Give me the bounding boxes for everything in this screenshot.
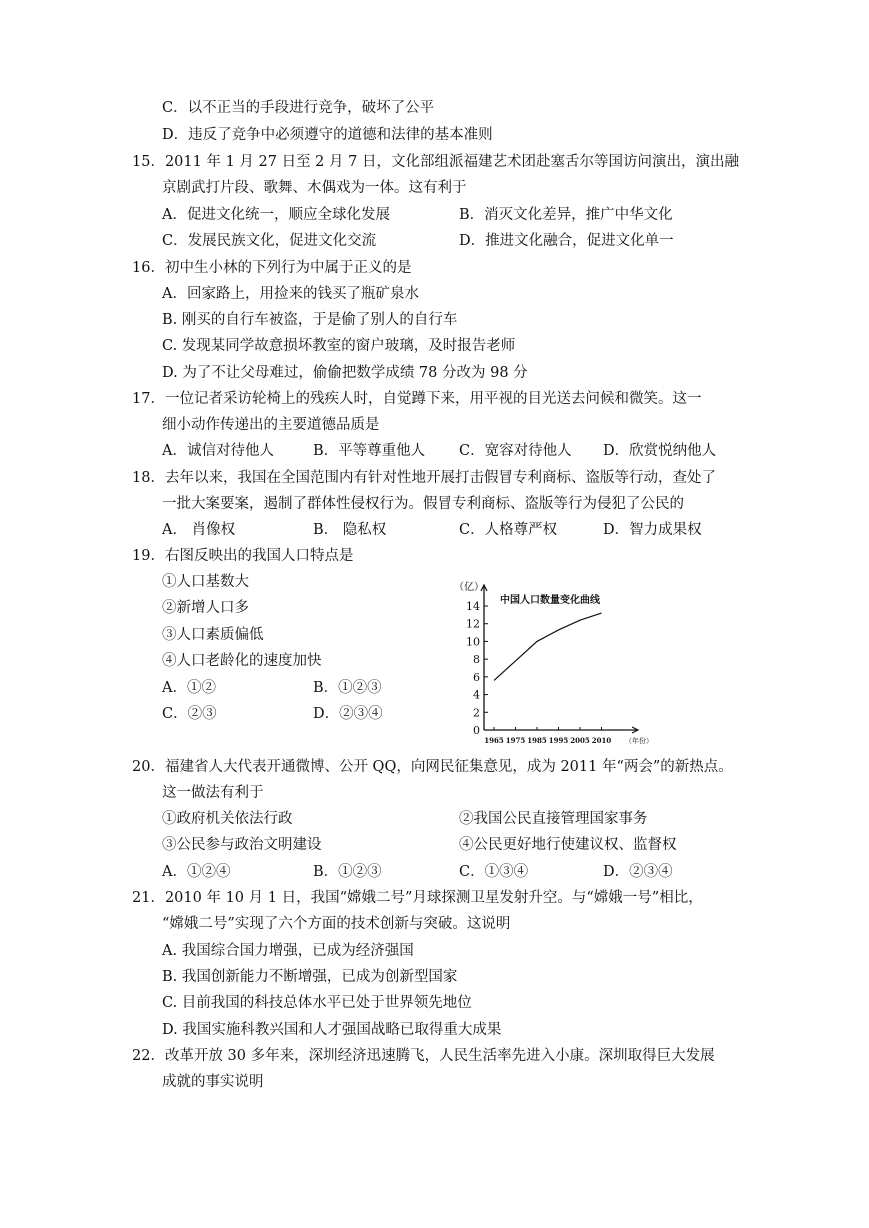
- option-q20r2-0: ③公民参与政治文明建设: [162, 837, 322, 853]
- x-tick-label-0: 1965: [484, 736, 504, 745]
- option-q18r-2: C．人格尊严权: [459, 522, 558, 538]
- option-q18r-1: B． 隐私权: [313, 522, 387, 538]
- text-line-q21a: A. 我国综合国力增强，已成为经济强国: [162, 943, 414, 959]
- option-q20r1-0: ①政府机关依法行政: [162, 811, 293, 827]
- x-tick-label-5: 2010: [591, 736, 612, 745]
- text-line-q19s3: ③人口素质偏低: [162, 627, 264, 643]
- x-tick-label-3: 1995: [548, 736, 569, 745]
- text-line-q21: 21．2010 年 10 月 1 日，我国“嫦娥二号”月球探测卫星发射升空。与“嫦娥一号”相比，: [132, 890, 703, 906]
- option-q20r3-0: A．①②④: [162, 864, 231, 880]
- text-line-q16a: A．回家路上，用捡来的钱买了瓶矿泉水: [162, 286, 419, 302]
- text-line-q16c: C. 发现某同学故意损坏教室的窗户玻璃，及时报告老师: [162, 338, 516, 354]
- text-line-q21d: D. 我国实施科教兴国和人才强国战略已取得重大成果: [162, 1022, 502, 1038]
- option-q19r2-1: D．②③④: [313, 706, 383, 722]
- text-line-q21bb: B. 我国创新能力不断增强，已成为创新型国家: [162, 969, 458, 985]
- text-line-q15: 15．2011 年 1 月 27 日至 2 月 7 日，文化部组派福建艺术团赴塞舌尔等国访问演出，演出融: [132, 154, 739, 170]
- y-tick-label-6: 12: [466, 617, 480, 631]
- text-line-q16d: D. 为了不让父母难过，偷偷把数学成绩 78 分改为 98 分: [162, 365, 528, 381]
- y-tick-label-5: 10: [466, 635, 480, 649]
- population-series-line: [494, 613, 602, 680]
- x-tick-label-4: 2005: [570, 736, 590, 745]
- text-line-q21b: “嫦娥二号”实现了六个方面的技术创新与突破。这说明: [162, 916, 511, 932]
- y-tick-label-2: 4: [473, 688, 480, 702]
- option-q15r2-1: D．推进文化融合，促进文化单一: [459, 233, 674, 249]
- option-q20r3-3: D．②③④: [603, 864, 673, 880]
- option-q18r-0: A． 肖像权: [162, 522, 236, 538]
- option-q17r-0: A．诚信对待他人: [162, 443, 274, 459]
- option-q15r1-0: A．促进文化统一，顺应全球化发展: [162, 207, 390, 223]
- text-line-q22b: 成就的事实说明: [162, 1074, 264, 1090]
- y-tick-label-0: 0: [473, 724, 480, 737]
- x-axis-label: （年份）: [625, 737, 653, 745]
- y-tick-label-3: 6: [473, 670, 480, 684]
- option-q19r2-0: C．②③: [162, 706, 217, 722]
- chart-title: 中国人口数量变化曲线: [500, 595, 600, 606]
- text-line-q20: 20．福建省人大代表开通微博、公开 QQ，向网民征集意见，成为 2011 年“两会”的新热点。: [132, 759, 733, 775]
- text-line-q15b: 京剧武打片段、歌舞、木偶戏为一体。这有利于: [162, 180, 467, 196]
- x-tick-label-2: 1985: [527, 736, 547, 745]
- option-q20r1-1: ②我国公民直接管理国家事务: [459, 811, 648, 827]
- option-q15r1-1: B．消灭文化差异，推广中华文化: [459, 207, 673, 223]
- text-line-q17: 17．一位记者采访轮椅上的残疾人时，自觉蹲下来，用平视的目光送去问候和微笑。这一: [132, 391, 702, 407]
- text-line-q18b: 一批大案要案，遏制了群体性侵权行为。假冒专利商标、盗版等行为侵犯了公民的: [162, 496, 684, 512]
- text-line-q14c: C．以不正当的手段进行竞争，破坏了公平: [162, 100, 435, 116]
- option-q15r2-0: C．发展民族文化，促进文化交流: [162, 233, 377, 249]
- text-line-q16: 16．初中生小林的下列行为中属于正义的是: [132, 260, 412, 276]
- option-q19r1-1: B．①②③: [313, 680, 382, 696]
- y-tick-label-7: 14: [466, 600, 480, 613]
- text-line-q18: 18．去年以来，我国在全国范围内有针对性地开展打击假冒专利商标、盗版等行动，查处了: [132, 470, 716, 486]
- text-line-q19s2: ②新增人口多: [162, 600, 249, 616]
- text-line-q14d: D．违反了竞争中必须遵守的道德和法律的基本准则: [162, 127, 493, 143]
- option-q17r-1: B．平等尊重他人: [313, 443, 426, 459]
- option-q17r-2: C．宽容对待他人: [459, 443, 572, 459]
- text-line-q20b: 这一做法有利于: [162, 785, 264, 801]
- y-tick-label-4: 8: [473, 653, 480, 667]
- text-line-q22: 22．改革开放 30 多年来，深圳经济迅速腾飞，人民生活率先进入小康。深圳取得巨大发展: [132, 1048, 715, 1064]
- option-q20r2-1: ④公民更好地行使建议权、监督权: [459, 837, 677, 853]
- option-q17r-3: D．欣赏悦纳他人: [603, 443, 717, 459]
- population-chart: [438, 573, 653, 755]
- option-q20r3-2: C．①③④: [459, 864, 529, 880]
- option-q20r3-1: B．①②③: [313, 864, 382, 880]
- text-line-q19: 19．右图反映出的我国人口特点是: [132, 548, 354, 564]
- text-line-q16b: B. 刚买的自行车被盗，于是偷了别人的自行车: [162, 312, 458, 328]
- y-tick-label-1: 2: [473, 706, 480, 720]
- text-line-q19s4: ④人口老龄化的速度加快: [162, 653, 322, 669]
- option-q18r-3: D．智力成果权: [603, 522, 702, 538]
- y-axis-label: （亿）: [454, 582, 484, 593]
- text-line-q19s1: ①人口基数大: [162, 574, 249, 590]
- text-line-q21c: C. 目前我国的科技总体水平已处于世界领先地位: [162, 995, 472, 1011]
- text-line-q17b: 细小动作传递出的主要道德品质是: [162, 417, 380, 433]
- x-tick-label-1: 1975: [505, 736, 526, 745]
- option-q19r1-0: A．①②: [162, 680, 216, 696]
